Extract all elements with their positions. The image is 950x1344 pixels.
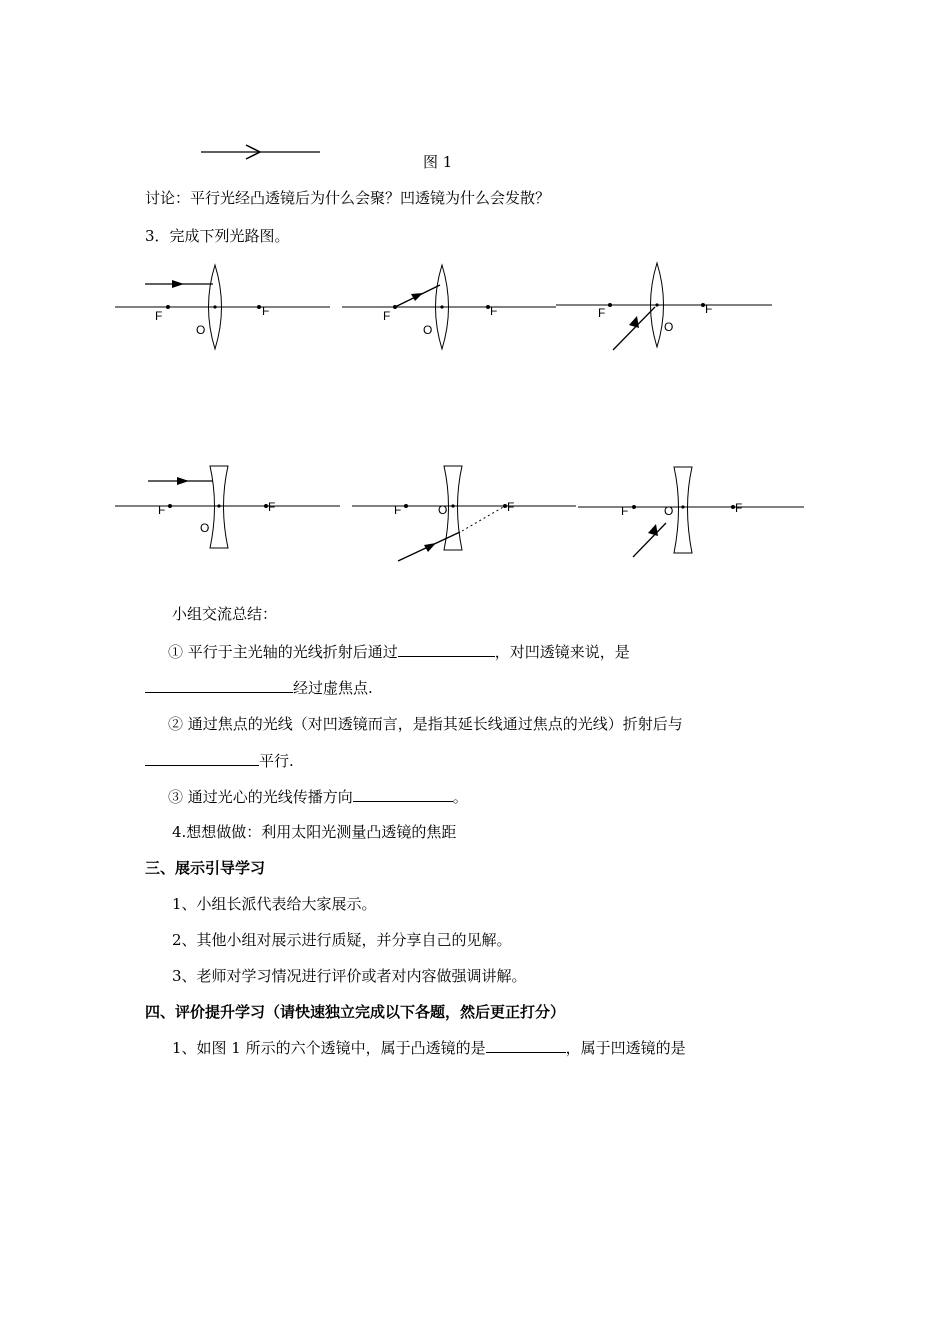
section3-item-3: 3、老师对学习情况进行评价或者对内容做强调讲解。 <box>172 967 527 985</box>
label-F-right: F <box>735 501 743 515</box>
summary-item-2-cont <box>145 751 294 771</box>
task4-text: 4.想想做做：利用太阳光测量凸透镜的焦距 <box>172 823 457 841</box>
summary-item-2: ② 通过焦点的光线（对凹透镜而言，是指其延长线通过焦点的光线）折射后与 <box>168 715 683 733</box>
discussion-text: 讨论：平行光经凸透镜后为什么会聚？凹透镜为什么会发散？ <box>145 189 551 207</box>
label-F-right: F <box>490 304 498 318</box>
label-F-left: F <box>158 503 166 517</box>
section3-item-2: 2、其他小组对展示进行质疑，并分享自己的见解。 <box>172 931 512 949</box>
figure1-arrow <box>200 144 324 160</box>
task3-text: 3．完成下列光路图。 <box>145 227 290 245</box>
summary-title: 小组交流总结： <box>172 605 278 623</box>
summary-item-1-text-c: 经过虚焦点. <box>293 679 373 697</box>
summary-item-1-text-a: ① 平行于主光轴的光线折射后通过 <box>168 643 398 661</box>
label-O: O <box>423 323 433 337</box>
concave-lens-diagrams <box>0 460 950 565</box>
summary-item-1-text-b: ，对凹透镜来说，是 <box>494 643 630 661</box>
answer-blank[interactable] <box>145 678 293 693</box>
answer-blank[interactable] <box>486 1038 566 1053</box>
summary-item-3-text-b: 。 <box>452 788 468 806</box>
label-O: O <box>196 323 206 337</box>
answer-blank[interactable] <box>145 751 259 766</box>
convex-diagram-2 <box>342 265 556 349</box>
label-F-right: F <box>705 302 713 316</box>
summary-item-3 <box>168 787 468 807</box>
section3-item-1: 1、小组长派代表给大家展示。 <box>172 895 377 913</box>
summary-item-1 <box>168 642 630 662</box>
concave-diagram-2 <box>352 466 576 561</box>
label-F-right: F <box>507 500 515 514</box>
section3-title: 三、展示引导学习 <box>145 859 266 877</box>
label-F-left: F <box>621 504 629 518</box>
label-F-left: F <box>383 309 391 323</box>
convex-lens-diagrams <box>0 255 950 365</box>
label-O: O <box>664 320 674 334</box>
q1-text-a: 1、如图 1 所示的六个透镜中，属于凸透镜的是 <box>172 1039 486 1057</box>
section4-question-1 <box>172 1038 686 1058</box>
summary-item-3-text-a: ③ 通过光心的光线传播方向 <box>168 788 353 806</box>
label-F-left: F <box>394 503 402 517</box>
label-F-right: F <box>262 304 270 318</box>
q1-text-b: ，属于凹透镜的是 <box>565 1039 686 1057</box>
answer-blank[interactable] <box>353 787 453 802</box>
label-O: O <box>200 521 210 535</box>
convex-diagram-1 <box>115 265 330 349</box>
figure1-caption: 图 1 <box>423 153 453 171</box>
summary-item-2-text-b: 平行. <box>259 752 294 770</box>
summary-item-1-cont <box>145 678 373 698</box>
concave-diagram-3 <box>578 467 804 557</box>
section4-title: 四、评价提升学习（请快速独立完成以下各题，然后更正打分） <box>145 1003 566 1021</box>
label-F-left: F <box>598 306 606 320</box>
concave-diagram-1 <box>115 466 340 548</box>
label-F-right: F <box>268 500 276 514</box>
convex-diagram-3 <box>556 263 772 350</box>
label-O: O <box>438 503 448 517</box>
label-O: O <box>664 504 674 518</box>
label-F-left: F <box>155 309 163 323</box>
answer-blank[interactable] <box>398 642 495 657</box>
